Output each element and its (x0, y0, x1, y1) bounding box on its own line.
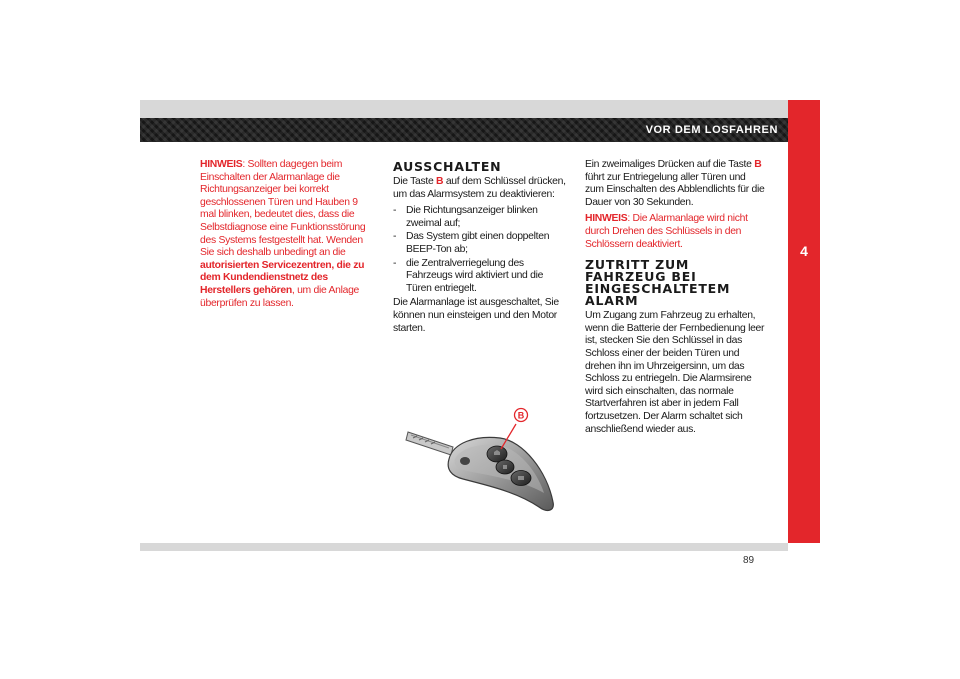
list-item: - die Zentralverriegelung des Fahrzeugs wird aktiviert und die Türen entriegelt. (393, 258, 571, 296)
key-b-ref: B (436, 176, 444, 187)
heading-zutritt: ZUTRITT ZUM FAHRZEUG BEI EINGESCHALTETEM ALARM (585, 257, 731, 309)
effects-list (393, 205, 571, 295)
note-text-1: : Sollten dagegen beim Einschalten der Alarmanlage die Richtungsanzeiger bei korrekt geschlossenen Türen und Hauben 9 mal blinken, bedeutet dies, dass die Selbstdiagnose eine Funktionsstörung des Systems festgestellt hat. Wenden Sie sich deshalb unbedingt an die (200, 159, 366, 259)
chapter-tab (788, 100, 820, 543)
double-press-paragraph (585, 159, 765, 209)
footer-band (140, 543, 788, 551)
section-title: VOR DEM LOSFAHREN (645, 124, 778, 136)
callout-label-b: B (517, 410, 525, 421)
page-number: 89 (743, 555, 755, 566)
note-bold-text: autorisierten Servicezentren, die zu dem Kundendienstnetz des Herstellers gehören (200, 259, 365, 296)
outro-paragraph: Die Alarmanlage ist ausgeschaltet, Sie können nun einsteigen und den Motor starten. (393, 297, 559, 334)
note-text-2: , um die Anlage überprüfen zu lassen. (200, 284, 360, 309)
para1-text-2: führt zur Entriegelung aller Türen und zum Einschalten des Abblendlichts für die Dauer von 30 Sekunden. (585, 171, 765, 208)
key-ring-hole (460, 457, 470, 465)
list-item: - Die Richtungsanzeiger blinken zweimal auf; (393, 205, 571, 230)
intro-paragraph (393, 176, 571, 201)
para1-text-1: Ein zweimaliges Drücken auf die Taste (585, 159, 755, 170)
column-middle (393, 161, 571, 339)
list-item: - Das System gibt einen doppelten BEEP-Ton ab; (393, 231, 571, 256)
key-blade (406, 432, 453, 455)
chapter-number: 4 (800, 243, 808, 259)
intro-text-1: Die Taste (393, 176, 437, 187)
note-paragraph (200, 159, 372, 310)
note-text: : Die Alarmanlage wird nicht durch Drehen des Schlüssels in den Schlössern deaktiviert. (585, 213, 748, 250)
heading-ausschalten: AUSSCHALTEN (393, 159, 502, 174)
intro-text-2: auf dem Schlüssel drücken, um das Alarmsystem zu deaktivieren: (393, 176, 566, 200)
column-left (200, 159, 372, 314)
note-label: HINWEIS (585, 213, 628, 225)
note-label: HINWEIS (200, 159, 243, 170)
note-paragraph (585, 213, 765, 251)
access-paragraph: Um Zugang zum Fahrzeug zu erhalten, wenn die Batterie der Fernbedienung leer ist, stecken Sie den Schlüssel in das Schloss einer der beiden Türen und drehen ihn im Uhrzeigersinn, um das Schloss zu entriegeln. Die Alarmsirene wird sich einschalten, das normale Startverfahren ist aber in jedem Fall fortzusetzen. Der Alarm schaltet sich anschließend wieder aus. (585, 310, 765, 435)
key-b-ref: B (754, 159, 762, 170)
column-right (585, 159, 765, 440)
key-fob-illustration (405, 405, 557, 515)
